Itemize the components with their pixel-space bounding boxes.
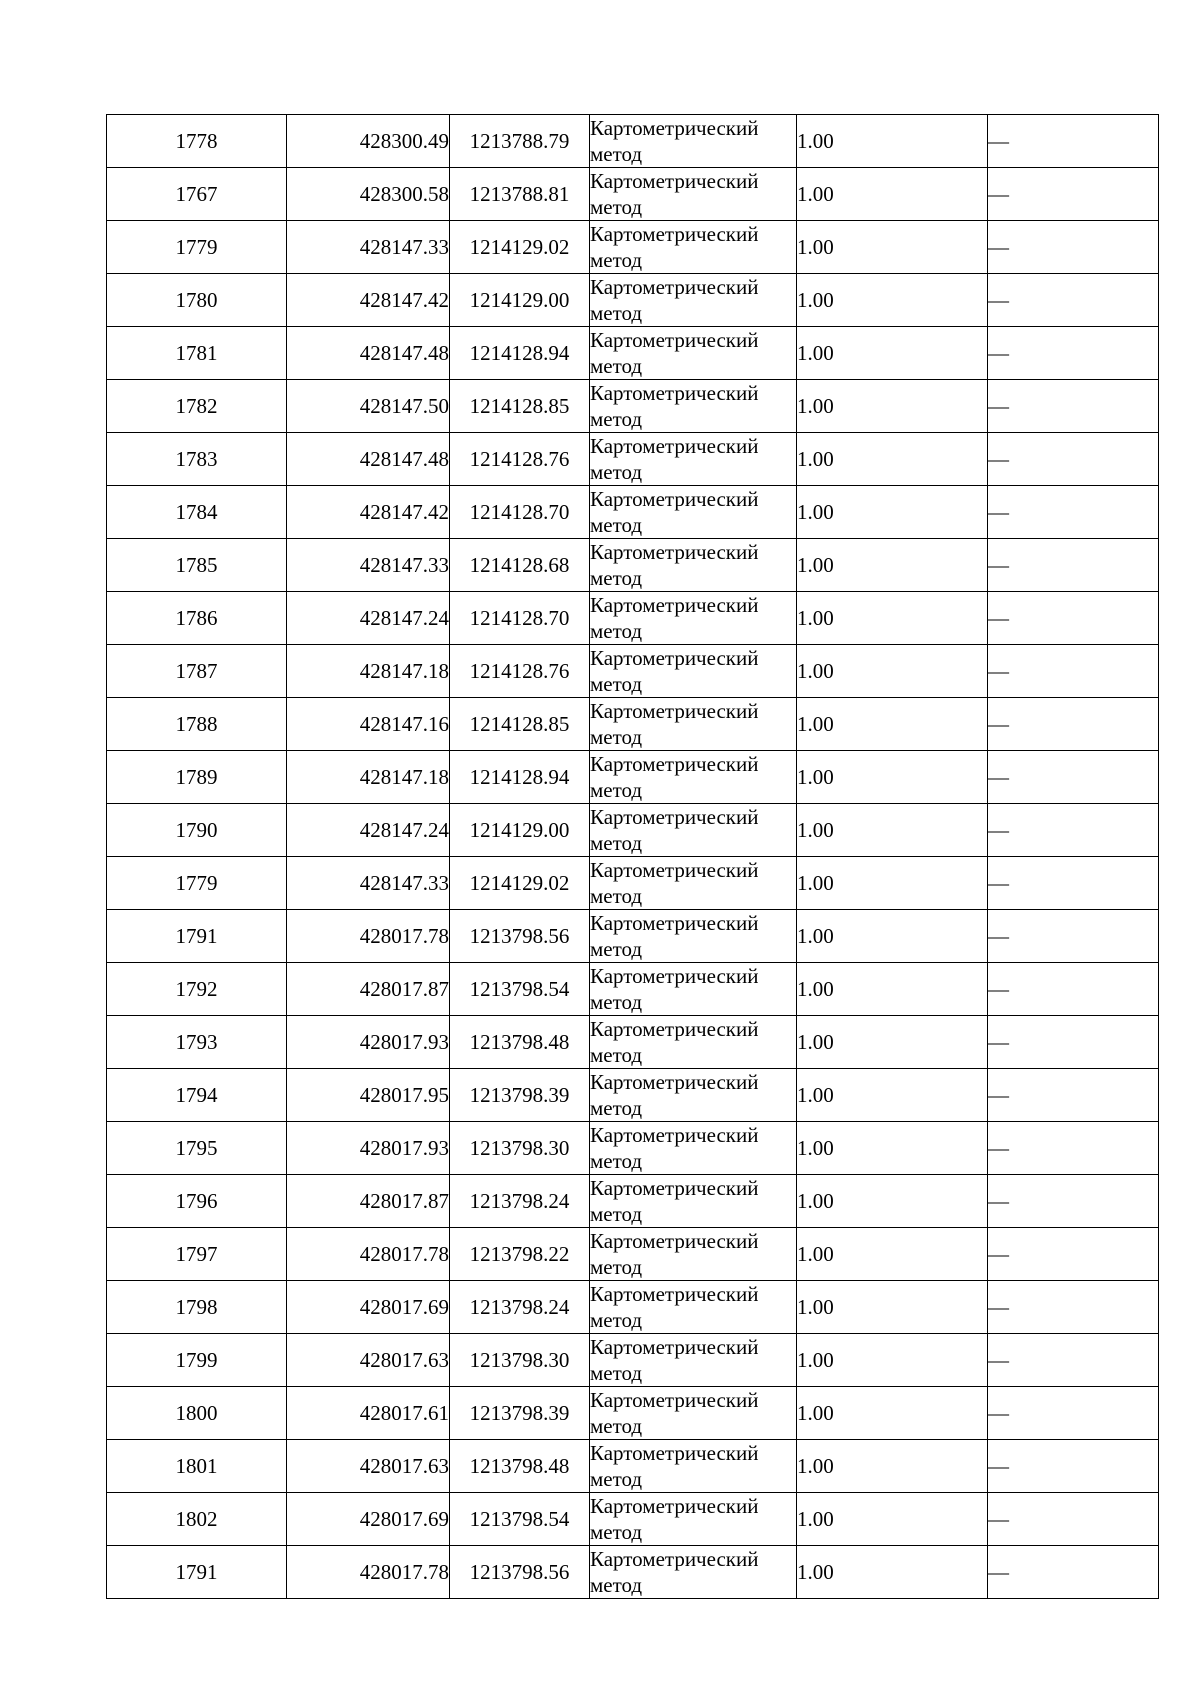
point-number-cell: 1798 <box>107 1281 287 1334</box>
point-number-cell: 1794 <box>107 1069 287 1122</box>
description-dash: — <box>988 606 1009 630</box>
method-line-1: Картометрический <box>590 381 759 405</box>
method-cell <box>590 645 797 698</box>
accuracy-cell: 1.00 <box>797 698 988 751</box>
description-cell <box>988 1387 1159 1440</box>
method-line-1: Картометрический <box>590 1229 759 1253</box>
table-row <box>107 168 1159 221</box>
table-row <box>107 1440 1159 1493</box>
y-coordinate-cell: 1214128.70 <box>450 486 590 539</box>
description-dash: — <box>988 1560 1009 1584</box>
y-coordinate-cell: 1214128.94 <box>450 327 590 380</box>
table-row <box>107 751 1159 804</box>
description-cell <box>988 168 1159 221</box>
description-dash: — <box>988 1242 1009 1266</box>
x-coordinate-cell: 428147.33 <box>287 539 450 592</box>
description-dash: — <box>988 1083 1009 1107</box>
table-row <box>107 1546 1159 1599</box>
method-line-1: Картометрический <box>590 1335 759 1359</box>
method-cell <box>590 380 797 433</box>
description-dash: — <box>988 1189 1009 1213</box>
accuracy-cell: 1.00 <box>797 1334 988 1387</box>
description-dash: — <box>988 1348 1009 1372</box>
description-cell <box>988 1069 1159 1122</box>
y-coordinate-cell: 1214129.00 <box>450 804 590 857</box>
y-coordinate-cell: 1213798.30 <box>450 1334 590 1387</box>
description-dash: — <box>988 447 1009 471</box>
method-cell <box>590 963 797 1016</box>
method-cell <box>590 1281 797 1334</box>
description-dash: — <box>988 1295 1009 1319</box>
point-number-cell: 1787 <box>107 645 287 698</box>
method-cell <box>590 698 797 751</box>
table-row <box>107 592 1159 645</box>
x-coordinate-cell: 428017.69 <box>287 1281 450 1334</box>
x-coordinate-cell: 428147.33 <box>287 221 450 274</box>
accuracy-cell: 1.00 <box>797 1122 988 1175</box>
point-number-cell: 1780 <box>107 274 287 327</box>
method-line-1: Картометрический <box>590 487 759 511</box>
y-coordinate-cell: 1213798.56 <box>450 910 590 963</box>
x-coordinate-cell: 428017.78 <box>287 1228 450 1281</box>
description-cell <box>988 1546 1159 1599</box>
table-row <box>107 327 1159 380</box>
method-line-2: метод <box>590 460 643 484</box>
method-cell <box>590 221 797 274</box>
table-row <box>107 1175 1159 1228</box>
y-coordinate-cell: 1213798.48 <box>450 1440 590 1493</box>
table-row <box>107 804 1159 857</box>
x-coordinate-cell: 428147.24 <box>287 592 450 645</box>
y-coordinate-cell: 1214129.00 <box>450 274 590 327</box>
method-line-2: метод <box>590 354 643 378</box>
point-number-cell: 1796 <box>107 1175 287 1228</box>
x-coordinate-cell: 428147.48 <box>287 433 450 486</box>
description-cell <box>988 1122 1159 1175</box>
description-dash: — <box>988 235 1009 259</box>
y-coordinate-cell: 1214128.70 <box>450 592 590 645</box>
x-coordinate-cell: 428147.42 <box>287 274 450 327</box>
description-cell <box>988 857 1159 910</box>
method-line-1: Картометрический <box>590 593 759 617</box>
x-coordinate-cell: 428147.18 <box>287 751 450 804</box>
point-number-cell: 1793 <box>107 1016 287 1069</box>
method-cell <box>590 592 797 645</box>
x-coordinate-cell: 428300.49 <box>287 115 450 168</box>
method-cell <box>590 857 797 910</box>
y-coordinate-cell: 1213798.39 <box>450 1387 590 1440</box>
description-cell <box>988 1493 1159 1546</box>
description-cell <box>988 1334 1159 1387</box>
method-cell <box>590 274 797 327</box>
method-line-2: метод <box>590 248 643 272</box>
method-line-1: Картометрический <box>590 858 759 882</box>
x-coordinate-cell: 428017.78 <box>287 1546 450 1599</box>
description-cell <box>988 698 1159 751</box>
description-cell <box>988 963 1159 1016</box>
method-line-2: метод <box>590 1361 643 1385</box>
description-cell <box>988 274 1159 327</box>
accuracy-cell: 1.00 <box>797 1228 988 1281</box>
point-number-cell: 1778 <box>107 115 287 168</box>
point-number-cell: 1791 <box>107 910 287 963</box>
method-line-1: Картометрический <box>590 752 759 776</box>
x-coordinate-cell: 428147.42 <box>287 486 450 539</box>
x-coordinate-cell: 428017.95 <box>287 1069 450 1122</box>
description-cell <box>988 1175 1159 1228</box>
description-dash: — <box>988 1136 1009 1160</box>
table-row <box>107 698 1159 751</box>
description-dash: — <box>988 712 1009 736</box>
accuracy-cell: 1.00 <box>797 1016 988 1069</box>
point-number-cell: 1792 <box>107 963 287 1016</box>
method-line-2: метод <box>590 301 643 325</box>
table-row <box>107 380 1159 433</box>
point-number-cell: 1779 <box>107 221 287 274</box>
method-line-2: метод <box>590 990 643 1014</box>
method-cell <box>590 1228 797 1281</box>
y-coordinate-cell: 1213798.39 <box>450 1069 590 1122</box>
description-cell <box>988 1016 1159 1069</box>
method-cell <box>590 910 797 963</box>
method-line-2: метод <box>590 725 643 749</box>
method-cell <box>590 1016 797 1069</box>
accuracy-cell: 1.00 <box>797 857 988 910</box>
method-line-1: Картометрический <box>590 328 759 352</box>
method-cell <box>590 804 797 857</box>
accuracy-cell: 1.00 <box>797 592 988 645</box>
method-cell <box>590 539 797 592</box>
method-line-1: Картометрический <box>590 116 759 140</box>
x-coordinate-cell: 428147.18 <box>287 645 450 698</box>
accuracy-cell: 1.00 <box>797 910 988 963</box>
description-cell <box>988 221 1159 274</box>
method-line-1: Картометрический <box>590 646 759 670</box>
method-cell <box>590 433 797 486</box>
table-row <box>107 486 1159 539</box>
description-cell <box>988 327 1159 380</box>
method-cell <box>590 751 797 804</box>
accuracy-cell: 1.00 <box>797 221 988 274</box>
description-dash: — <box>988 977 1009 1001</box>
method-line-1: Картометрический <box>590 911 759 935</box>
method-cell <box>590 1122 797 1175</box>
table-row <box>107 115 1159 168</box>
table-row <box>107 221 1159 274</box>
description-cell <box>988 539 1159 592</box>
method-line-2: метод <box>590 619 643 643</box>
method-line-2: метод <box>590 1573 643 1597</box>
point-number-cell: 1781 <box>107 327 287 380</box>
method-line-1: Картометрический <box>590 1441 759 1465</box>
x-coordinate-cell: 428017.69 <box>287 1493 450 1546</box>
method-line-2: метод <box>590 195 643 219</box>
table-row <box>107 857 1159 910</box>
x-coordinate-cell: 428147.48 <box>287 327 450 380</box>
method-cell <box>590 1546 797 1599</box>
accuracy-cell: 1.00 <box>797 168 988 221</box>
y-coordinate-cell: 1213798.30 <box>450 1122 590 1175</box>
method-line-2: метод <box>590 778 643 802</box>
method-line-1: Картометрический <box>590 1017 759 1041</box>
description-cell <box>988 751 1159 804</box>
y-coordinate-cell: 1214128.76 <box>450 645 590 698</box>
method-line-1: Картометрический <box>590 1123 759 1147</box>
description-cell <box>988 1281 1159 1334</box>
method-line-1: Картометрический <box>590 540 759 564</box>
method-line-1: Картометрический <box>590 1494 759 1518</box>
description-dash: — <box>988 288 1009 312</box>
accuracy-cell: 1.00 <box>797 751 988 804</box>
description-dash: — <box>988 1030 1009 1054</box>
method-cell <box>590 1493 797 1546</box>
x-coordinate-cell: 428300.58 <box>287 168 450 221</box>
description-dash: — <box>988 818 1009 842</box>
method-line-1: Картометрический <box>590 222 759 246</box>
y-coordinate-cell: 1213788.79 <box>450 115 590 168</box>
point-number-cell: 1779 <box>107 857 287 910</box>
method-line-2: метод <box>590 1096 643 1120</box>
y-coordinate-cell: 1213798.24 <box>450 1175 590 1228</box>
y-coordinate-cell: 1214129.02 <box>450 221 590 274</box>
method-line-2: метод <box>590 142 643 166</box>
x-coordinate-cell: 428017.61 <box>287 1387 450 1440</box>
method-line-2: метод <box>590 1308 643 1332</box>
accuracy-cell: 1.00 <box>797 804 988 857</box>
method-line-2: метод <box>590 1202 643 1226</box>
accuracy-cell: 1.00 <box>797 1175 988 1228</box>
table-row <box>107 433 1159 486</box>
method-line-1: Картометрический <box>590 169 759 193</box>
y-coordinate-cell: 1214129.02 <box>450 857 590 910</box>
method-line-1: Картометрический <box>590 1388 759 1412</box>
point-number-cell: 1782 <box>107 380 287 433</box>
method-line-1: Картометрический <box>590 1176 759 1200</box>
description-dash: — <box>988 500 1009 524</box>
table-body <box>107 115 1159 1599</box>
description-dash: — <box>988 394 1009 418</box>
y-coordinate-cell: 1214128.76 <box>450 433 590 486</box>
method-cell <box>590 115 797 168</box>
description-dash: — <box>988 924 1009 948</box>
table-row <box>107 1228 1159 1281</box>
description-dash: — <box>988 182 1009 206</box>
table-row <box>107 274 1159 327</box>
method-line-1: Картометрический <box>590 1282 759 1306</box>
y-coordinate-cell: 1213798.54 <box>450 963 590 1016</box>
method-line-2: метод <box>590 1520 643 1544</box>
table-row <box>107 1069 1159 1122</box>
point-number-cell: 1785 <box>107 539 287 592</box>
method-line-1: Картометрический <box>590 964 759 988</box>
table-row <box>107 1387 1159 1440</box>
table-row <box>107 1281 1159 1334</box>
accuracy-cell: 1.00 <box>797 327 988 380</box>
x-coordinate-cell: 428017.78 <box>287 910 450 963</box>
point-number-cell: 1784 <box>107 486 287 539</box>
accuracy-cell: 1.00 <box>797 1546 988 1599</box>
accuracy-cell: 1.00 <box>797 486 988 539</box>
method-line-2: метод <box>590 566 643 590</box>
point-number-cell: 1786 <box>107 592 287 645</box>
point-number-cell: 1767 <box>107 168 287 221</box>
point-number-cell: 1788 <box>107 698 287 751</box>
description-dash: — <box>988 1507 1009 1531</box>
method-line-1: Картометрический <box>590 275 759 299</box>
description-dash: — <box>988 341 1009 365</box>
point-number-cell: 1799 <box>107 1334 287 1387</box>
y-coordinate-cell: 1213798.24 <box>450 1281 590 1334</box>
method-cell <box>590 1069 797 1122</box>
point-number-cell: 1791 <box>107 1546 287 1599</box>
accuracy-cell: 1.00 <box>797 115 988 168</box>
method-cell <box>590 486 797 539</box>
method-cell <box>590 1387 797 1440</box>
method-line-2: метод <box>590 1255 643 1279</box>
description-cell <box>988 910 1159 963</box>
method-line-1: Картометрический <box>590 805 759 829</box>
description-dash: — <box>988 659 1009 683</box>
point-number-cell: 1797 <box>107 1228 287 1281</box>
x-coordinate-cell: 428147.16 <box>287 698 450 751</box>
table-row <box>107 963 1159 1016</box>
description-dash: — <box>988 1454 1009 1478</box>
method-line-1: Картометрический <box>590 1070 759 1094</box>
point-number-cell: 1802 <box>107 1493 287 1546</box>
x-coordinate-cell: 428017.87 <box>287 963 450 1016</box>
table-row <box>107 1334 1159 1387</box>
description-dash: — <box>988 129 1009 153</box>
description-cell <box>988 1228 1159 1281</box>
coordinates-table <box>106 114 1159 1599</box>
accuracy-cell: 1.00 <box>797 1440 988 1493</box>
y-coordinate-cell: 1213798.22 <box>450 1228 590 1281</box>
method-cell <box>590 168 797 221</box>
accuracy-cell: 1.00 <box>797 1069 988 1122</box>
y-coordinate-cell: 1214128.85 <box>450 698 590 751</box>
point-number-cell: 1801 <box>107 1440 287 1493</box>
description-cell <box>988 380 1159 433</box>
y-coordinate-cell: 1213798.54 <box>450 1493 590 1546</box>
method-line-2: метод <box>590 672 643 696</box>
accuracy-cell: 1.00 <box>797 963 988 1016</box>
x-coordinate-cell: 428017.63 <box>287 1440 450 1493</box>
accuracy-cell: 1.00 <box>797 433 988 486</box>
x-coordinate-cell: 428017.63 <box>287 1334 450 1387</box>
method-cell <box>590 327 797 380</box>
method-cell <box>590 1334 797 1387</box>
description-dash: — <box>988 553 1009 577</box>
point-number-cell: 1790 <box>107 804 287 857</box>
x-coordinate-cell: 428147.24 <box>287 804 450 857</box>
method-line-2: метод <box>590 1149 643 1173</box>
accuracy-cell: 1.00 <box>797 645 988 698</box>
method-line-1: Картометрический <box>590 1547 759 1571</box>
description-cell <box>988 486 1159 539</box>
x-coordinate-cell: 428147.50 <box>287 380 450 433</box>
description-cell <box>988 804 1159 857</box>
accuracy-cell: 1.00 <box>797 1387 988 1440</box>
description-dash: — <box>988 1401 1009 1425</box>
accuracy-cell: 1.00 <box>797 274 988 327</box>
description-cell <box>988 592 1159 645</box>
table-row <box>107 539 1159 592</box>
method-line-1: Картометрический <box>590 699 759 723</box>
y-coordinate-cell: 1213788.81 <box>450 168 590 221</box>
method-cell <box>590 1440 797 1493</box>
method-line-2: метод <box>590 1414 643 1438</box>
y-coordinate-cell: 1213798.56 <box>450 1546 590 1599</box>
point-number-cell: 1789 <box>107 751 287 804</box>
y-coordinate-cell: 1214128.68 <box>450 539 590 592</box>
table-row <box>107 910 1159 963</box>
table-row <box>107 1493 1159 1546</box>
method-line-2: метод <box>590 1467 643 1491</box>
point-number-cell: 1800 <box>107 1387 287 1440</box>
method-line-2: метод <box>590 937 643 961</box>
description-cell <box>988 433 1159 486</box>
x-coordinate-cell: 428017.93 <box>287 1122 450 1175</box>
description-dash: — <box>988 871 1009 895</box>
method-line-2: метод <box>590 407 643 431</box>
accuracy-cell: 1.00 <box>797 539 988 592</box>
description-dash: — <box>988 765 1009 789</box>
method-line-2: метод <box>590 1043 643 1067</box>
table-row <box>107 645 1159 698</box>
point-number-cell: 1783 <box>107 433 287 486</box>
method-line-2: метод <box>590 831 643 855</box>
x-coordinate-cell: 428147.33 <box>287 857 450 910</box>
description-cell <box>988 1440 1159 1493</box>
accuracy-cell: 1.00 <box>797 1281 988 1334</box>
description-cell <box>988 115 1159 168</box>
y-coordinate-cell: 1213798.48 <box>450 1016 590 1069</box>
method-line-2: метод <box>590 513 643 537</box>
x-coordinate-cell: 428017.87 <box>287 1175 450 1228</box>
accuracy-cell: 1.00 <box>797 380 988 433</box>
method-cell <box>590 1175 797 1228</box>
method-line-2: метод <box>590 884 643 908</box>
point-number-cell: 1795 <box>107 1122 287 1175</box>
table-row <box>107 1122 1159 1175</box>
method-line-1: Картометрический <box>590 434 759 458</box>
accuracy-cell: 1.00 <box>797 1493 988 1546</box>
table-row <box>107 1016 1159 1069</box>
description-cell <box>988 645 1159 698</box>
y-coordinate-cell: 1214128.85 <box>450 380 590 433</box>
y-coordinate-cell: 1214128.94 <box>450 751 590 804</box>
x-coordinate-cell: 428017.93 <box>287 1016 450 1069</box>
